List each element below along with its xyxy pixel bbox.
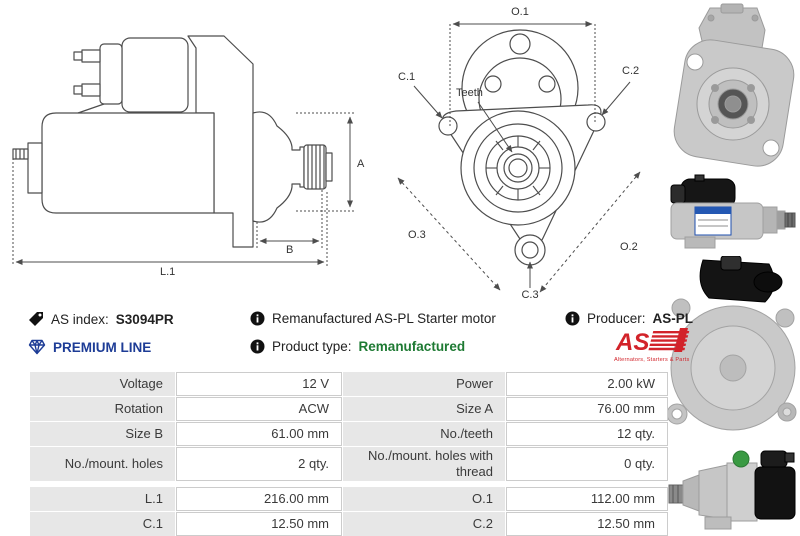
center-gear	[461, 111, 575, 225]
spec-label: No./mount. holes with thread	[343, 447, 505, 481]
tag-icon	[28, 311, 44, 327]
table-row	[30, 397, 668, 421]
spec-value: 2 qty.	[176, 447, 342, 481]
diamond-icon	[28, 339, 46, 355]
product-type-value: Remanufactured	[358, 339, 466, 354]
info-icon	[250, 339, 265, 354]
spec-label: Voltage	[30, 372, 175, 396]
as-index	[28, 311, 174, 327]
mount-hole-c3	[522, 242, 538, 258]
product-description	[250, 311, 496, 326]
pinion-gear	[304, 145, 332, 189]
spec-value: 2.00 kW	[506, 372, 668, 396]
table-row	[30, 512, 668, 536]
table-row	[30, 447, 668, 481]
spec-table	[30, 372, 668, 536]
producer-value: AS-PL	[652, 311, 694, 326]
product-photos	[665, 0, 800, 536]
logo-tagline: Alternators, Starters & Parts	[614, 357, 690, 363]
description-text: Remanufactured AS-PL Starter motor	[272, 311, 496, 326]
dim-label-o2: O.2	[620, 241, 638, 253]
as-index-value: S3094PR	[115, 311, 174, 327]
dim-label-c2: C.2	[622, 65, 640, 77]
front-view-diagram	[390, 0, 665, 300]
spec-value: 61.00 mm	[176, 422, 342, 446]
dim-label-c3: C.3	[521, 289, 539, 300]
spec-value: 112.00 mm	[506, 487, 668, 511]
dim-label-o3: O.3	[408, 229, 426, 241]
mount-hole-c1	[439, 117, 457, 135]
spec-label: Size A	[343, 397, 505, 421]
dim-label-teeth: Teeth	[456, 87, 483, 99]
spec-value: 12.50 mm	[506, 512, 668, 536]
spec-value: ACW	[176, 397, 342, 421]
spec-label: O.1	[343, 487, 505, 511]
spec-value: 76.00 mm	[506, 397, 668, 421]
spec-label: Power	[343, 372, 505, 396]
premium-line-label: PREMIUM LINE	[53, 339, 152, 355]
as-pl-logo	[610, 328, 696, 366]
producer-label: Producer:	[587, 311, 646, 326]
spec-label: Rotation	[30, 397, 175, 421]
spec-value: 216.00 mm	[176, 487, 342, 511]
spec-value: 12 qty.	[506, 422, 668, 446]
premium-line-badge	[28, 339, 151, 355]
spec-label: No./mount. holes	[30, 447, 175, 481]
dim-label-c1: C.1	[398, 71, 416, 83]
info-icon	[565, 311, 580, 326]
spec-value: 0 qty.	[506, 447, 668, 481]
spec-label: No./teeth	[343, 422, 505, 446]
info-icon	[250, 311, 265, 326]
dim-label-b: B	[286, 244, 294, 256]
spec-label: C.1	[30, 512, 175, 536]
product-type	[250, 339, 465, 354]
table-row	[30, 487, 668, 511]
spec-value: 12 V	[176, 372, 342, 396]
bell-housing	[253, 112, 304, 222]
spec-label: L.1	[30, 487, 175, 511]
as-index-label: AS index:	[51, 311, 109, 327]
photo-side-view	[665, 174, 800, 254]
dim-label-o1: O.1	[511, 6, 529, 18]
dim-label-a: A	[357, 158, 365, 170]
spec-label: C.2	[343, 512, 505, 536]
side-view-diagram	[0, 0, 390, 300]
spec-value: 12.50 mm	[176, 512, 342, 536]
mount-hole-c2	[587, 113, 605, 131]
spec-label: Size B	[30, 422, 175, 446]
photo-side-view-2	[665, 446, 800, 536]
table-row	[30, 422, 668, 446]
dim-label-l1: L.1	[160, 266, 176, 278]
photo-front-view	[665, 2, 800, 172]
product-type-label: Product type:	[272, 339, 352, 354]
rear-stud	[13, 143, 42, 193]
solenoid	[74, 38, 188, 113]
producer	[565, 311, 693, 326]
motor-body	[42, 113, 214, 213]
logo-text: AS	[616, 329, 650, 356]
table-row	[30, 372, 668, 396]
